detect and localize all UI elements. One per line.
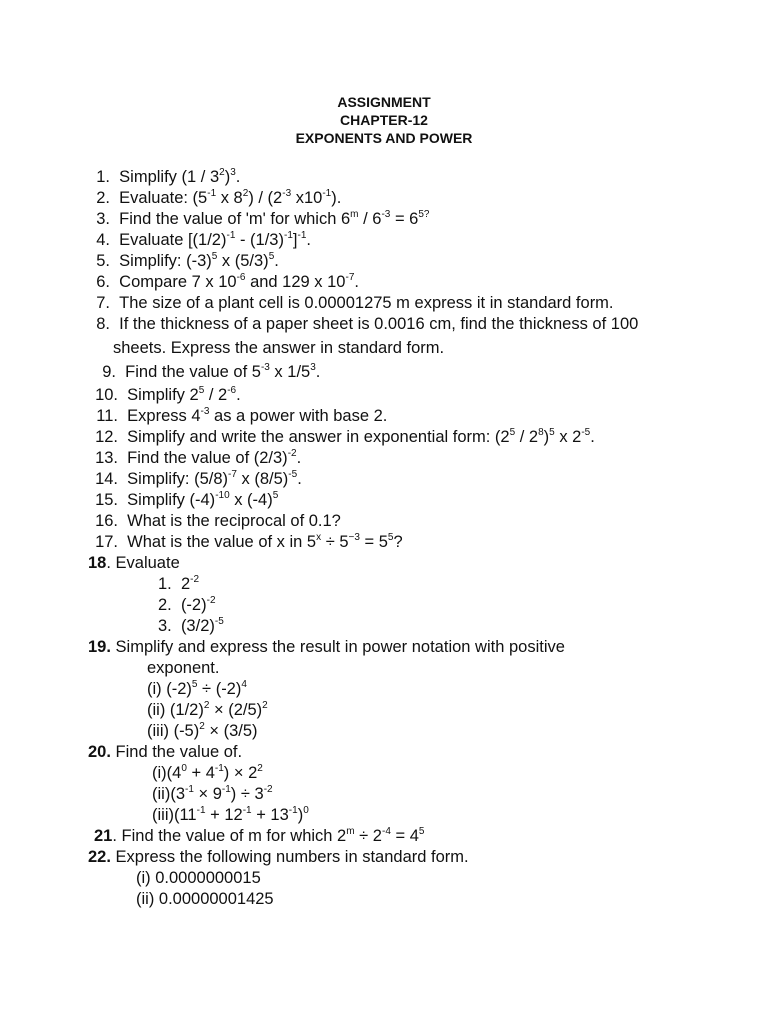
question-19-item-2: (ii) $(1/2)^2 \times (2/5)^2$ (147, 700, 268, 719)
question-number: 18 (88, 554, 107, 572)
question-11: 11. Express $4^{-3}$ as a power with base 2. (88, 406, 387, 426)
question-number: 9. (102, 363, 116, 381)
question-4: 4. Evaluate $[(1/2)^{-1} - (1/3)^{-1}]^{-1}$. (88, 230, 311, 250)
question-20-item-1: $(i)(4^0 + 4^{-1}) \times 2^2$ (152, 763, 263, 782)
question-22-item-2: (ii) 0.00000001425 (136, 890, 274, 908)
question-number: 11. (96, 407, 118, 425)
question-2: 2. Evaluate: ($5^{-1}$ x $8^2) / (2^{-3}$ $x10^{-1}$). (88, 188, 341, 208)
question-19-continued: exponent. (147, 659, 220, 677)
chapter-title: CHAPTER-12 (340, 112, 428, 128)
question-14: 14. Simplify: $(5/8)^{-7}$ x $(8/5)^{-5}$. (88, 469, 302, 489)
question-number: 4. (96, 231, 110, 249)
question-22-item-1: (i) 0.0000000015 (136, 869, 261, 887)
question-7: 7. The size of a plant cell is 0.00001275 m express it in standard form. (88, 293, 614, 313)
question-21: 21. Find the value of m for which $2^m \div 2^{-4} = 4^5$ (94, 826, 425, 845)
question-10: 10. Simplify $2^5 / 2^{-6}$. (88, 385, 241, 405)
question-number: 2. (96, 189, 110, 207)
question-number: 19. (88, 638, 111, 656)
question-number: 12. (95, 428, 118, 446)
question-number: 21 (94, 827, 113, 845)
question-8-continued: sheets. Express the answer in standard form. (113, 339, 445, 357)
question-20-item-2: $(ii)(3^{-1} \times 9^{-1}) \div 3^{-2}$ (152, 784, 273, 803)
question-20: 20. Find the value of. (88, 743, 243, 761)
question-18-item-3: 3. $(3/2)^{-5}$ (158, 616, 224, 635)
question-17: 17. What is the value of x in $5^x \div 5^{-3} = 5^5$? (88, 532, 403, 552)
question-number: 7. (96, 294, 110, 312)
question-number: 20. (88, 743, 111, 761)
question-20-item-3: $(iii)(11^{-1} + 12^{-1} + 13^{-1})^0$ (152, 805, 309, 824)
question-3: 3. Find the value of 'm' for which $6^m / 6^{-3} = 6^{5?}$ (88, 209, 429, 229)
question-5: 5. Simplify: $(-3)^5$ x $(5/3)^5$. (88, 251, 279, 271)
question-number: 17. (95, 533, 118, 551)
topic-title: EXPONENTS AND POWER (295, 130, 473, 146)
question-15: 15. Simplify $(-4)^{-10}$ x $(-4)^5$ (88, 490, 278, 510)
question-12: 12. Simplify and write the answer in exponential form: $(2^5 / 2^8)^5$ x $2^{-5}$. (88, 427, 595, 447)
question-6: 6. Compare 7 x $10^{-6}$ and 129 x $10^{-7}$. (88, 272, 359, 292)
question-number: 15. (95, 491, 118, 509)
question-number: 6. (96, 273, 110, 291)
question-number: 10. (95, 386, 118, 404)
question-13: 13. Find the value of $(2/3)^{-2}$. (88, 448, 301, 468)
question-19-item-1: (i) $(-2)^5 \div (-2)^4$ (147, 679, 247, 698)
question-16: 16. What is the reciprocal of 0.1? (88, 511, 341, 531)
question-number: 14. (95, 470, 118, 488)
question-number: 3. (96, 210, 110, 228)
question-number: 16. (95, 512, 118, 530)
question-9: 9. Find the value of $5^{-3}$ x $1/5^3$. (96, 362, 320, 382)
question-1: 1. Simplify $(1 / 3^2)^3$. (88, 167, 240, 187)
question-18: 18. Evaluate (88, 554, 180, 572)
question-22: 22. Express the following numbers in standard form. (88, 848, 469, 866)
question-number: 22. (88, 848, 111, 866)
question-number: 5. (96, 252, 110, 270)
question-number: 1. (96, 168, 110, 186)
question-19-item-3: (iii) $(-5)^2 \times (3/5)$ (147, 721, 258, 740)
question-19: 19. Simplify and express the result in power notation with positive (88, 638, 565, 656)
question-number: 13. (95, 449, 118, 467)
question-8: 8. If the thickness of a paper sheet is 0.0016 cm, find the thickness of 100 (88, 314, 638, 334)
question-18-item-1: 1. $2^{-2}$ (158, 574, 200, 593)
question-number: 8. (96, 315, 110, 333)
assignment-title: ASSIGNMENT (337, 94, 431, 110)
question-18-item-2: 2. $(-2)^{-2}$ (158, 595, 216, 614)
